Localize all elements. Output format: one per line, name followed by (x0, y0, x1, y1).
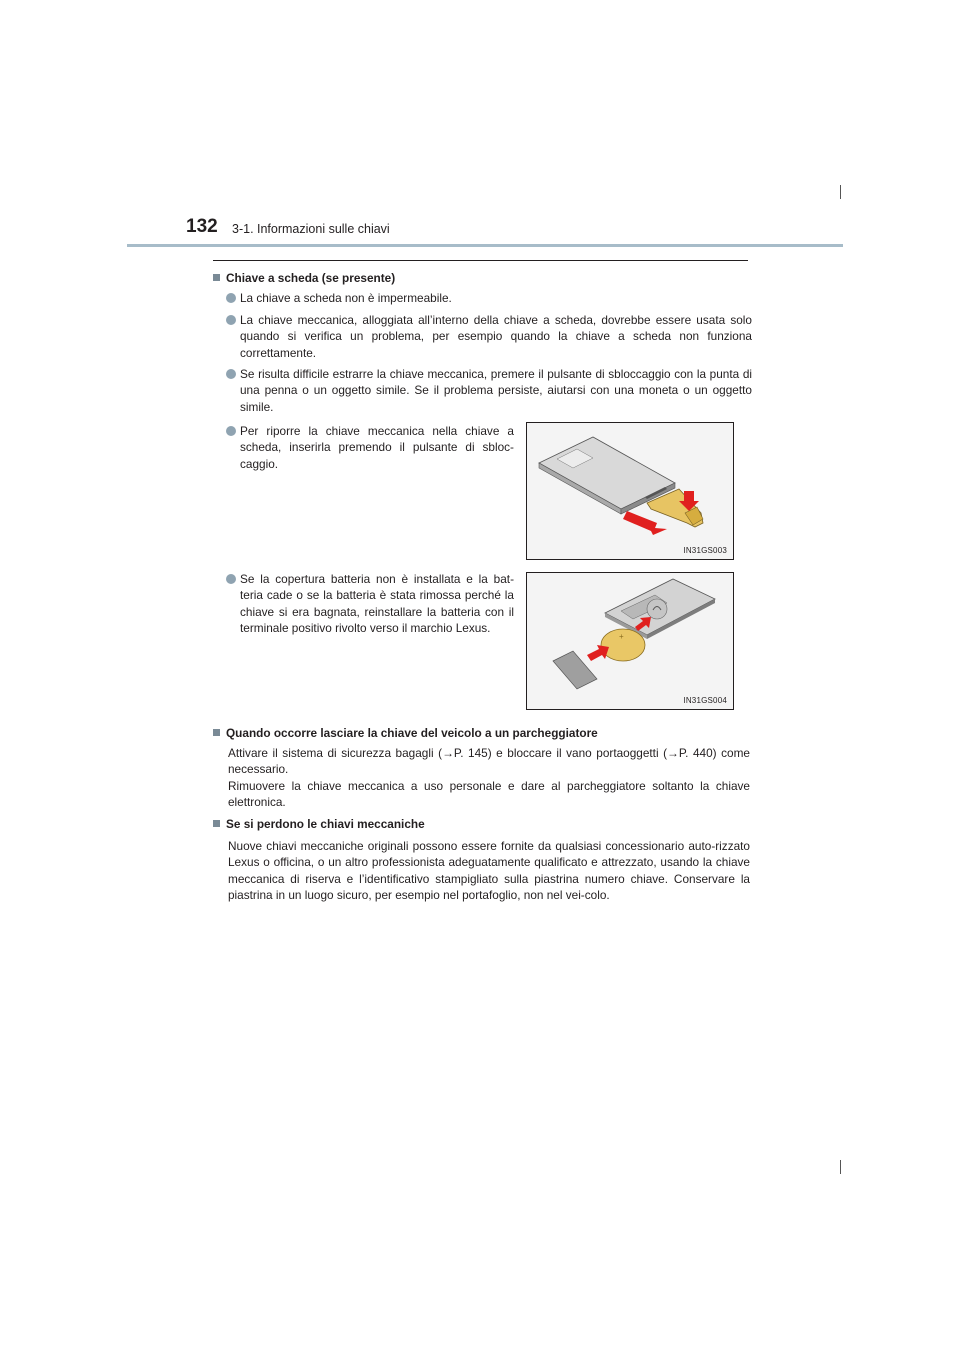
content-top-rule (213, 260, 748, 261)
card-key-bullet-2: La chiave meccanica, alloggiata all’interno della chiave a scheda, dovrebbe essere usata solo quando si verifica un problema, per esempio quando la chiave a scheda non funziona correttamente. (240, 313, 752, 360)
bullet-icon (226, 293, 236, 303)
card-key-bullet-5: Se la copertura batteria non è installata e la bat-teria cade o se la batteria è stata rimossa perché la chiave si era bagnata, reinstallare la batteria con il terminale positivo rivolto verso il marchio Lexus. (240, 572, 514, 635)
svg-text:+: + (619, 632, 624, 641)
card-key-heading (213, 270, 753, 286)
card-key-bullet-3: Se risulta difficile estrarre la chiave meccanica, premere il pulsante di sbloccaggio con la punta di una penna o un oggetto simile. Se il problema persiste, aiutarsi con una moneta o un oggetto simile. (240, 367, 752, 414)
lost-keys-heading (213, 816, 753, 832)
valet-line-2: Rimuovere la chiave meccanica a uso personale e dare al parcheggiatore soltanto la chiave elettronica. (228, 779, 750, 810)
valet-line-1: Attivare il sistema di sicurezza bagagli (→P. 145) e bloccare il vano portaoggetti (→P. 440) come necessario. (228, 746, 750, 777)
valet-heading-text: Quando occorre lasciare la chiave del veicolo a un parcheggiatore (226, 726, 598, 740)
bullet-icon (226, 426, 236, 436)
section-title: 3-1. Informazioni sulle chiavi (232, 222, 390, 236)
crop-mark-top (840, 185, 841, 199)
crop-mark-bottom (840, 1160, 841, 1174)
section-square-icon (213, 729, 220, 736)
card-key-bullet-1: La chiave a scheda non è impermeabile. (240, 291, 452, 305)
section-square-icon (213, 274, 220, 281)
bullet-icon (226, 574, 236, 584)
figure-battery (526, 572, 734, 710)
figure-code: IN31GS003 (683, 546, 727, 555)
bullet-icon (226, 315, 236, 325)
card-key-heading-text: Chiave a scheda (se presente) (226, 271, 396, 285)
lost-keys-heading-text: Se si perdono le chiavi meccaniche (226, 817, 425, 831)
lost-keys-text: Nuove chiavi meccaniche originali possono essere fornite da qualsiasi concessionario auto-rizzato Lexus o officina, o un altro professionista adeguatamente qualificato e attrezzato, usando la chiave meccanica di riserva e l’identificativo stampigliato sulla piastrina numero chiave. Conservare la piastrina in un luogo sicuro, per esempio nel portafoglio, non nel vei-colo. (228, 839, 750, 902)
figure-code: IN31GS004 (683, 696, 727, 705)
card-key-bullet-4: Per riporre la chiave meccanica nella chiave a scheda, inserirla premendo il pulsante di sbloc-caggio. (240, 424, 514, 471)
section-square-icon (213, 820, 220, 827)
valet-heading (213, 725, 753, 741)
figure-insert-key (526, 422, 734, 560)
insert-key-illustration (527, 423, 733, 559)
battery-illustration (527, 573, 733, 709)
header-rule (127, 244, 843, 247)
page-number: 132 (186, 216, 218, 237)
bullet-icon (226, 369, 236, 379)
